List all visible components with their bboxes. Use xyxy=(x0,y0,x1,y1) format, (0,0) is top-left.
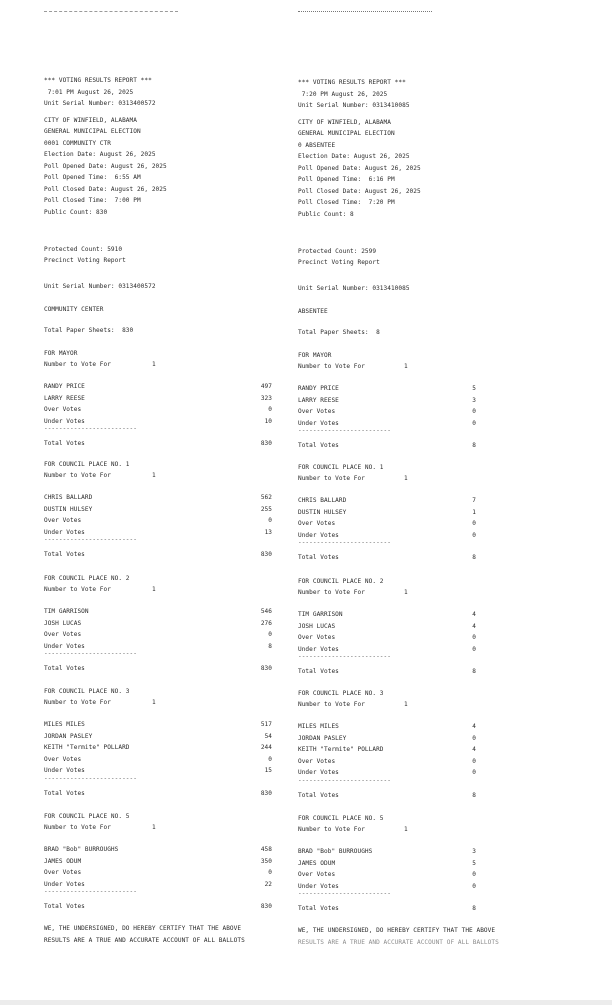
candidate-votes: 4 xyxy=(472,723,476,730)
candidate-name: Under Votes xyxy=(298,531,339,539)
report-time: 7:20 PM August 26, 2025 xyxy=(298,90,388,98)
vote-for-label: Number to Vote For xyxy=(44,586,111,593)
candidate-name: Over Votes xyxy=(44,631,82,638)
divider: ------------------------- xyxy=(44,650,137,657)
candidate-votes: 3 xyxy=(472,396,476,404)
vote-for-label: Number to Vote For xyxy=(298,363,365,370)
divider: ------------------------- xyxy=(298,776,391,784)
report-title: *** VOTING RESULTS REPORT *** xyxy=(44,77,152,84)
vote-for-label: Number to Vote For xyxy=(44,472,111,479)
candidate-name: LARRY REESE xyxy=(44,394,85,402)
candidate-votes: 323 xyxy=(260,394,272,402)
race-title: FOR COUNCIL PLACE NO. 2 xyxy=(44,575,130,582)
vote-for-count: 1 xyxy=(152,361,156,368)
candidate-name: Over Votes xyxy=(298,520,336,527)
candidate-votes: 0 xyxy=(472,520,476,527)
race-title: FOR COUNCIL PLACE NO. 2 xyxy=(298,578,384,585)
candidate-name: Under Votes xyxy=(44,528,85,536)
candidate-votes: 350 xyxy=(260,857,272,865)
candidate-name: MILES MILES xyxy=(298,723,339,730)
candidate-votes: 4 xyxy=(472,746,476,753)
candidate-votes: 0 xyxy=(268,517,272,524)
certification-line-1: WE, THE UNDERSIGNED, DO HEREBY CERTIFY THAT THE ABOVE xyxy=(44,925,242,932)
candidate-name: TIM GARRISON xyxy=(298,611,343,618)
race-title: FOR MAYOR xyxy=(298,352,332,359)
vote-for-count: 1 xyxy=(404,826,408,833)
total-votes: 830 xyxy=(260,551,272,558)
candidate-votes: 546 xyxy=(260,608,272,615)
public-count: Public Count: 8 xyxy=(298,210,354,218)
election-name: GENERAL MUNICIPAL ELECTION xyxy=(44,128,141,135)
total-votes-label: Total Votes xyxy=(44,551,85,558)
poll-closed-date: Poll Closed Date: August 26, 2025 xyxy=(298,187,421,195)
poll-closed-time: Poll Closed Time: 7:00 PM xyxy=(44,197,141,204)
total-votes-label: Total Votes xyxy=(44,789,85,797)
candidate-votes: 54 xyxy=(264,732,272,740)
total-votes: 8 xyxy=(472,791,476,799)
total-votes-label: Total Votes xyxy=(44,440,85,447)
unit-serial-number: Unit Serial Number: 0313410085 xyxy=(298,102,410,109)
candidate-votes: 4 xyxy=(472,611,476,618)
unit-serial-number-2: Unit Serial Number: 0313410085 xyxy=(298,285,410,292)
race-title: FOR COUNCIL PLACE NO. 1 xyxy=(298,464,384,471)
divider: ------------------------- xyxy=(298,890,391,897)
vote-for-count: 1 xyxy=(152,472,156,479)
total-votes-label: Total Votes xyxy=(44,665,85,672)
total-votes-label: Total Votes xyxy=(298,668,339,675)
election-name: GENERAL MUNICIPAL ELECTION xyxy=(298,130,395,137)
candidate-votes: 5 xyxy=(472,385,476,392)
divider: ------------------------- xyxy=(44,888,137,895)
protected-count: Protected Count: 2599 xyxy=(298,248,377,255)
candidate-votes: 517 xyxy=(260,721,272,728)
candidate-name: RANDY PRICE xyxy=(298,385,339,392)
candidate-name: JAMES ODUM xyxy=(44,857,82,865)
report-type: Precinct Voting Report xyxy=(44,257,126,264)
unit-serial-number: Unit Serial Number: 0313400572 xyxy=(44,100,156,107)
city-name: CITY OF WINFIELD, ALABAMA xyxy=(44,116,137,124)
candidate-name: Under Votes xyxy=(44,880,85,888)
candidate-votes: 0 xyxy=(268,755,272,763)
candidate-name: CHRIS BALLARD xyxy=(298,497,347,504)
poll-opened-time: Poll Opened Time: 6:16 PM xyxy=(298,176,395,183)
vote-for-count: 1 xyxy=(152,586,156,593)
total-paper-sheets: Total Paper Sheets: 8 xyxy=(298,329,380,336)
precinct-name: 0 ABSENTEE xyxy=(298,141,336,149)
top-separator-left xyxy=(44,11,178,12)
candidate-votes: 0 xyxy=(472,734,476,742)
poll-opened-date: Poll Opened Date: August 26, 2025 xyxy=(298,164,421,172)
divider: ------------------------- xyxy=(298,539,391,546)
candidate-name: DUSTIN HULSEY xyxy=(298,508,347,516)
candidate-votes: 8 xyxy=(268,642,272,650)
candidate-votes: 15 xyxy=(264,767,272,774)
poll-closed-time: Poll Closed Time: 7:20 PM xyxy=(298,199,395,206)
election-date: Election Date: August 26, 2025 xyxy=(44,151,156,158)
candidate-name: Under Votes xyxy=(298,419,339,427)
candidate-name: JAMES ODUM xyxy=(298,859,336,867)
report-title: *** VOTING RESULTS REPORT *** xyxy=(298,79,406,86)
candidate-votes: 497 xyxy=(260,383,272,390)
precinct-name: 0001 COMMUNITY CTR xyxy=(44,139,111,147)
certification-line-1: WE, THE UNDERSIGNED, DO HEREBY CERTIFY THAT THE ABOVE xyxy=(298,927,496,934)
candidate-name: Under Votes xyxy=(298,769,339,776)
candidate-votes: 0 xyxy=(268,869,272,876)
total-votes-label: Total Votes xyxy=(298,905,339,912)
candidate-name: Over Votes xyxy=(44,517,82,524)
total-votes-label: Total Votes xyxy=(298,554,339,561)
vote-for-label: Number to Vote For xyxy=(44,699,111,706)
page-bottom-edge xyxy=(0,1000,612,1005)
candidate-name: Under Votes xyxy=(44,417,85,425)
candidate-name: BRAD "Bob" BURROUGHS xyxy=(44,846,119,853)
total-votes: 8 xyxy=(472,442,476,449)
candidate-votes: 22 xyxy=(264,880,272,888)
vote-for-count: 1 xyxy=(152,824,156,831)
race-title: FOR MAYOR xyxy=(44,350,78,357)
total-votes: 8 xyxy=(472,668,476,675)
vote-for-count: 1 xyxy=(404,701,408,708)
candidate-votes: 3 xyxy=(472,848,476,855)
top-separator-right xyxy=(298,11,432,12)
candidate-name: TIM GARRISON xyxy=(44,608,89,615)
candidate-name: RANDY PRICE xyxy=(44,383,85,390)
candidate-name: KEITH "Termite" POLLARD xyxy=(298,746,384,753)
candidate-votes: 276 xyxy=(260,619,272,627)
vote-for-count: 1 xyxy=(152,699,156,706)
total-votes: 830 xyxy=(260,903,272,910)
candidate-name: MILES MILES xyxy=(44,721,85,728)
race-title: FOR COUNCIL PLACE NO. 5 xyxy=(44,813,130,820)
vote-for-count: 1 xyxy=(404,589,408,596)
candidate-name: Under Votes xyxy=(298,645,339,653)
election-date: Election Date: August 26, 2025 xyxy=(298,153,410,160)
candidate-name: CHRIS BALLARD xyxy=(44,494,93,501)
candidate-votes: 0 xyxy=(268,631,272,638)
candidate-name: Over Votes xyxy=(44,406,82,413)
certification-line-2: RESULTS ARE A TRUE AND ACCURATE ACCOUNT OF ALL BALLOTS xyxy=(44,937,245,944)
candidate-name: Over Votes xyxy=(44,869,82,876)
candidate-votes: 7 xyxy=(472,497,476,504)
poll-opened-time: Poll Opened Time: 6:55 AM xyxy=(44,174,141,181)
candidate-votes: 244 xyxy=(260,744,272,751)
vote-for-label: Number to Vote For xyxy=(298,826,365,833)
candidate-name: BRAD "Bob" BURROUGHS xyxy=(298,848,373,855)
candidate-name: Over Votes xyxy=(298,757,336,765)
candidate-votes: 0 xyxy=(472,634,476,641)
divider: ------------------------- xyxy=(298,427,391,434)
public-count: Public Count: 830 xyxy=(44,208,108,216)
poll-closed-date: Poll Closed Date: August 26, 2025 xyxy=(44,185,167,193)
vote-for-label: Number to Vote For xyxy=(44,361,111,368)
candidate-votes: 13 xyxy=(264,528,272,536)
divider: ------------------------- xyxy=(298,653,391,660)
total-votes: 830 xyxy=(260,789,272,797)
candidate-name: JOSH LUCAS xyxy=(298,622,336,630)
candidate-name: KEITH "Termite" POLLARD xyxy=(44,744,130,751)
total-votes: 830 xyxy=(260,440,272,447)
vote-for-count: 1 xyxy=(404,475,408,482)
candidate-votes: 0 xyxy=(472,871,476,878)
city-name: CITY OF WINFIELD, ALABAMA xyxy=(298,118,391,126)
candidate-name: JOSH LUCAS xyxy=(44,619,82,627)
candidate-votes: 5 xyxy=(472,859,476,867)
divider: ------------------------- xyxy=(44,536,137,543)
total-votes-label: Total Votes xyxy=(298,791,339,799)
candidate-votes: 10 xyxy=(264,417,272,425)
total-votes: 8 xyxy=(472,905,476,912)
report-type: Precinct Voting Report xyxy=(298,259,380,266)
vote-for-label: Number to Vote For xyxy=(298,701,365,708)
protected-count: Protected Count: 5910 xyxy=(44,246,123,253)
race-title: FOR COUNCIL PLACE NO. 1 xyxy=(44,461,130,468)
unit-serial-number-2: Unit Serial Number: 0313400572 xyxy=(44,283,156,290)
candidate-votes: 0 xyxy=(472,531,476,539)
location-name: ABSENTEE xyxy=(298,308,328,315)
candidate-votes: 0 xyxy=(472,769,476,776)
vote-for-label: Number to Vote For xyxy=(298,589,365,596)
candidate-votes: 0 xyxy=(268,406,272,413)
total-votes: 830 xyxy=(260,665,272,672)
report-time: 7:01 PM August 26, 2025 xyxy=(44,88,134,96)
candidate-name: Under Votes xyxy=(44,642,85,650)
candidate-name: DUSTIN HULSEY xyxy=(44,505,93,513)
candidate-name: Over Votes xyxy=(298,871,336,878)
race-title: FOR COUNCIL PLACE NO. 5 xyxy=(298,815,384,822)
candidate-votes: 562 xyxy=(260,494,272,501)
total-votes: 8 xyxy=(472,554,476,561)
race-title: FOR COUNCIL PLACE NO. 3 xyxy=(44,688,130,695)
candidate-name: Under Votes xyxy=(298,882,339,890)
candidate-votes: 255 xyxy=(260,505,272,513)
certification-line-2: RESULTS ARE A TRUE AND ACCURATE ACCOUNT OF ALL BALLOTS xyxy=(298,939,499,946)
candidate-votes: 0 xyxy=(472,408,476,415)
candidate-votes: 458 xyxy=(260,846,272,853)
candidate-votes: 4 xyxy=(472,622,476,630)
divider: ------------------------- xyxy=(44,425,137,432)
divider: ------------------------- xyxy=(44,774,137,782)
candidate-name: JORDAN PASLEY xyxy=(298,734,347,742)
location-name: COMMUNITY CENTER xyxy=(44,306,104,313)
total-paper-sheets: Total Paper Sheets: 830 xyxy=(44,327,134,334)
total-votes-label: Total Votes xyxy=(298,442,339,449)
candidate-votes: 0 xyxy=(472,419,476,427)
candidate-votes: 0 xyxy=(472,757,476,765)
poll-opened-date: Poll Opened Date: August 26, 2025 xyxy=(44,162,167,170)
race-title: FOR COUNCIL PLACE NO. 3 xyxy=(298,690,384,697)
vote-for-label: Number to Vote For xyxy=(298,475,365,482)
vote-for-count: 1 xyxy=(404,363,408,370)
candidate-name: Over Votes xyxy=(44,755,82,763)
candidate-name: JORDAN PASLEY xyxy=(44,732,93,740)
candidate-name: Over Votes xyxy=(298,408,336,415)
candidate-votes: 0 xyxy=(472,882,476,890)
vote-for-label: Number to Vote For xyxy=(44,824,111,831)
candidate-votes: 1 xyxy=(472,508,476,516)
total-votes-label: Total Votes xyxy=(44,903,85,910)
candidate-name: LARRY REESE xyxy=(298,396,339,404)
candidate-name: Under Votes xyxy=(44,767,85,774)
candidate-votes: 0 xyxy=(472,645,476,653)
candidate-name: Over Votes xyxy=(298,634,336,641)
